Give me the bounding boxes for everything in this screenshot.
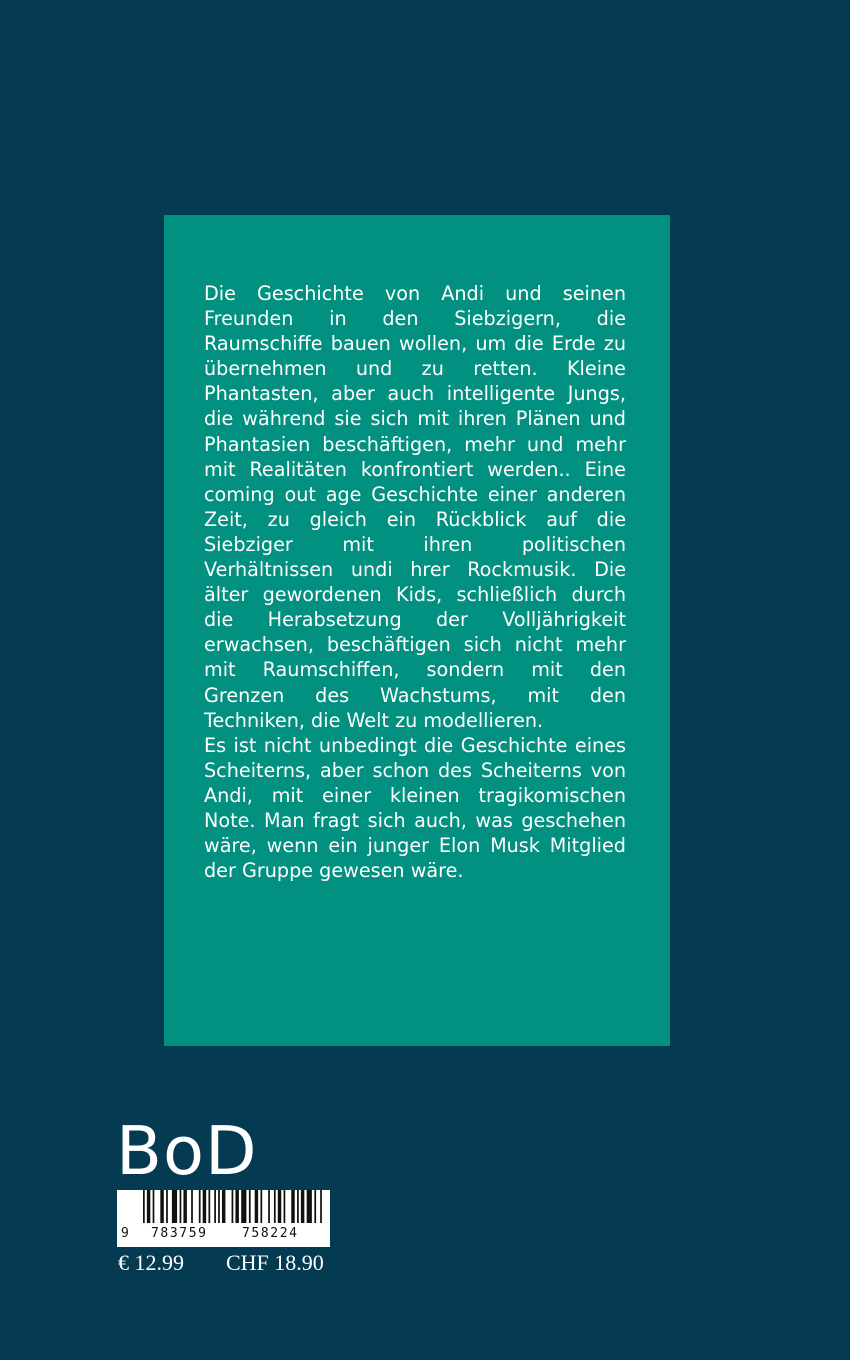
barcode-bar: [307, 1190, 312, 1223]
barcode-bar: [172, 1190, 177, 1223]
barcode-bar: [260, 1190, 262, 1223]
isbn-barcode: [117, 1190, 330, 1247]
barcode-bar: [191, 1190, 193, 1223]
barcode-bar: [291, 1190, 294, 1223]
barcode-bar: [214, 1190, 216, 1223]
blurb-panel: [164, 215, 670, 1046]
barcode-bar: [208, 1190, 210, 1223]
price-chf: CHF 18.90: [226, 1250, 324, 1275]
blurb-text: [204, 281, 626, 883]
barcode-bar: [180, 1190, 182, 1223]
barcode-bar: [249, 1190, 251, 1223]
barcode-bar: [232, 1190, 234, 1223]
barcode-bar: [160, 1190, 163, 1223]
barcode-bar: [199, 1190, 201, 1223]
barcode-bar: [278, 1190, 281, 1223]
barcode-bar: [235, 1190, 238, 1223]
barcode-bar: [183, 1190, 186, 1223]
barcode-first-digit: 9: [121, 1226, 131, 1241]
barcode-bar: [166, 1190, 168, 1223]
barcode-right-group: 758224: [242, 1226, 299, 1241]
barcode-bar: [203, 1190, 206, 1223]
barcode-bar: [297, 1190, 299, 1223]
barcode-bar: [320, 1190, 322, 1223]
barcode-bars: [143, 1190, 324, 1223]
barcode-bar: [218, 1190, 220, 1223]
barcode-bar: [222, 1190, 225, 1223]
barcode-bar: [284, 1190, 286, 1223]
barcode-bar: [301, 1190, 304, 1223]
price-eur: € 12.99: [118, 1250, 184, 1275]
blurb-paragraph-2: Es ist nicht unbedingt die Geschichte eines Scheiterns, aber schon des Scheiterns von Andi, mit einer kleinen tragikomischen Note. Man fragt sich auch, was geschehen wäre, wenn ein junger Elon Musk Mitglied der Gruppe gewesen wäre.: [204, 733, 626, 883]
barcode-bar: [274, 1190, 276, 1223]
blurb-paragraph-1: Die Geschichte von Andi und seinen Freunden in den Siebzigern, die Raumschiffe bauen wollen, um die Erde zu übernehmen und zu retten. Kleine Phantasten, aber auch intelligente Jungs, die während sie sich mit ihren Plänen und Phantasien beschäftigen, mehr und mehr mit Realitäten konfrontiert werden.. Eine coming out age Geschichte einer anderen Zeit, zu gleich ein Rückblick auf die Siebziger mit ihren politischen Verhältnissen undi hrer Rockmusik. Die älter gewordenen Kids, schließlich durch die Herabsetzung der Volljährigkeit erwachsen, beschäftigen sich nicht mehr mit Raumschiffen, sondern mit den Grenzen des Wachstums, mit den Techniken, die Welt zu modellieren.: [204, 282, 626, 732]
barcode-bar: [241, 1190, 246, 1223]
barcode-left-group: 783759: [151, 1226, 208, 1241]
publisher-logo: BoD: [116, 1112, 258, 1190]
barcode-bar: [255, 1190, 258, 1223]
barcode-bar: [147, 1190, 150, 1223]
barcode-bar: [143, 1190, 145, 1223]
barcode-bar: [314, 1190, 316, 1223]
barcode-bar: [153, 1190, 155, 1223]
barcode-bar: [268, 1190, 270, 1223]
